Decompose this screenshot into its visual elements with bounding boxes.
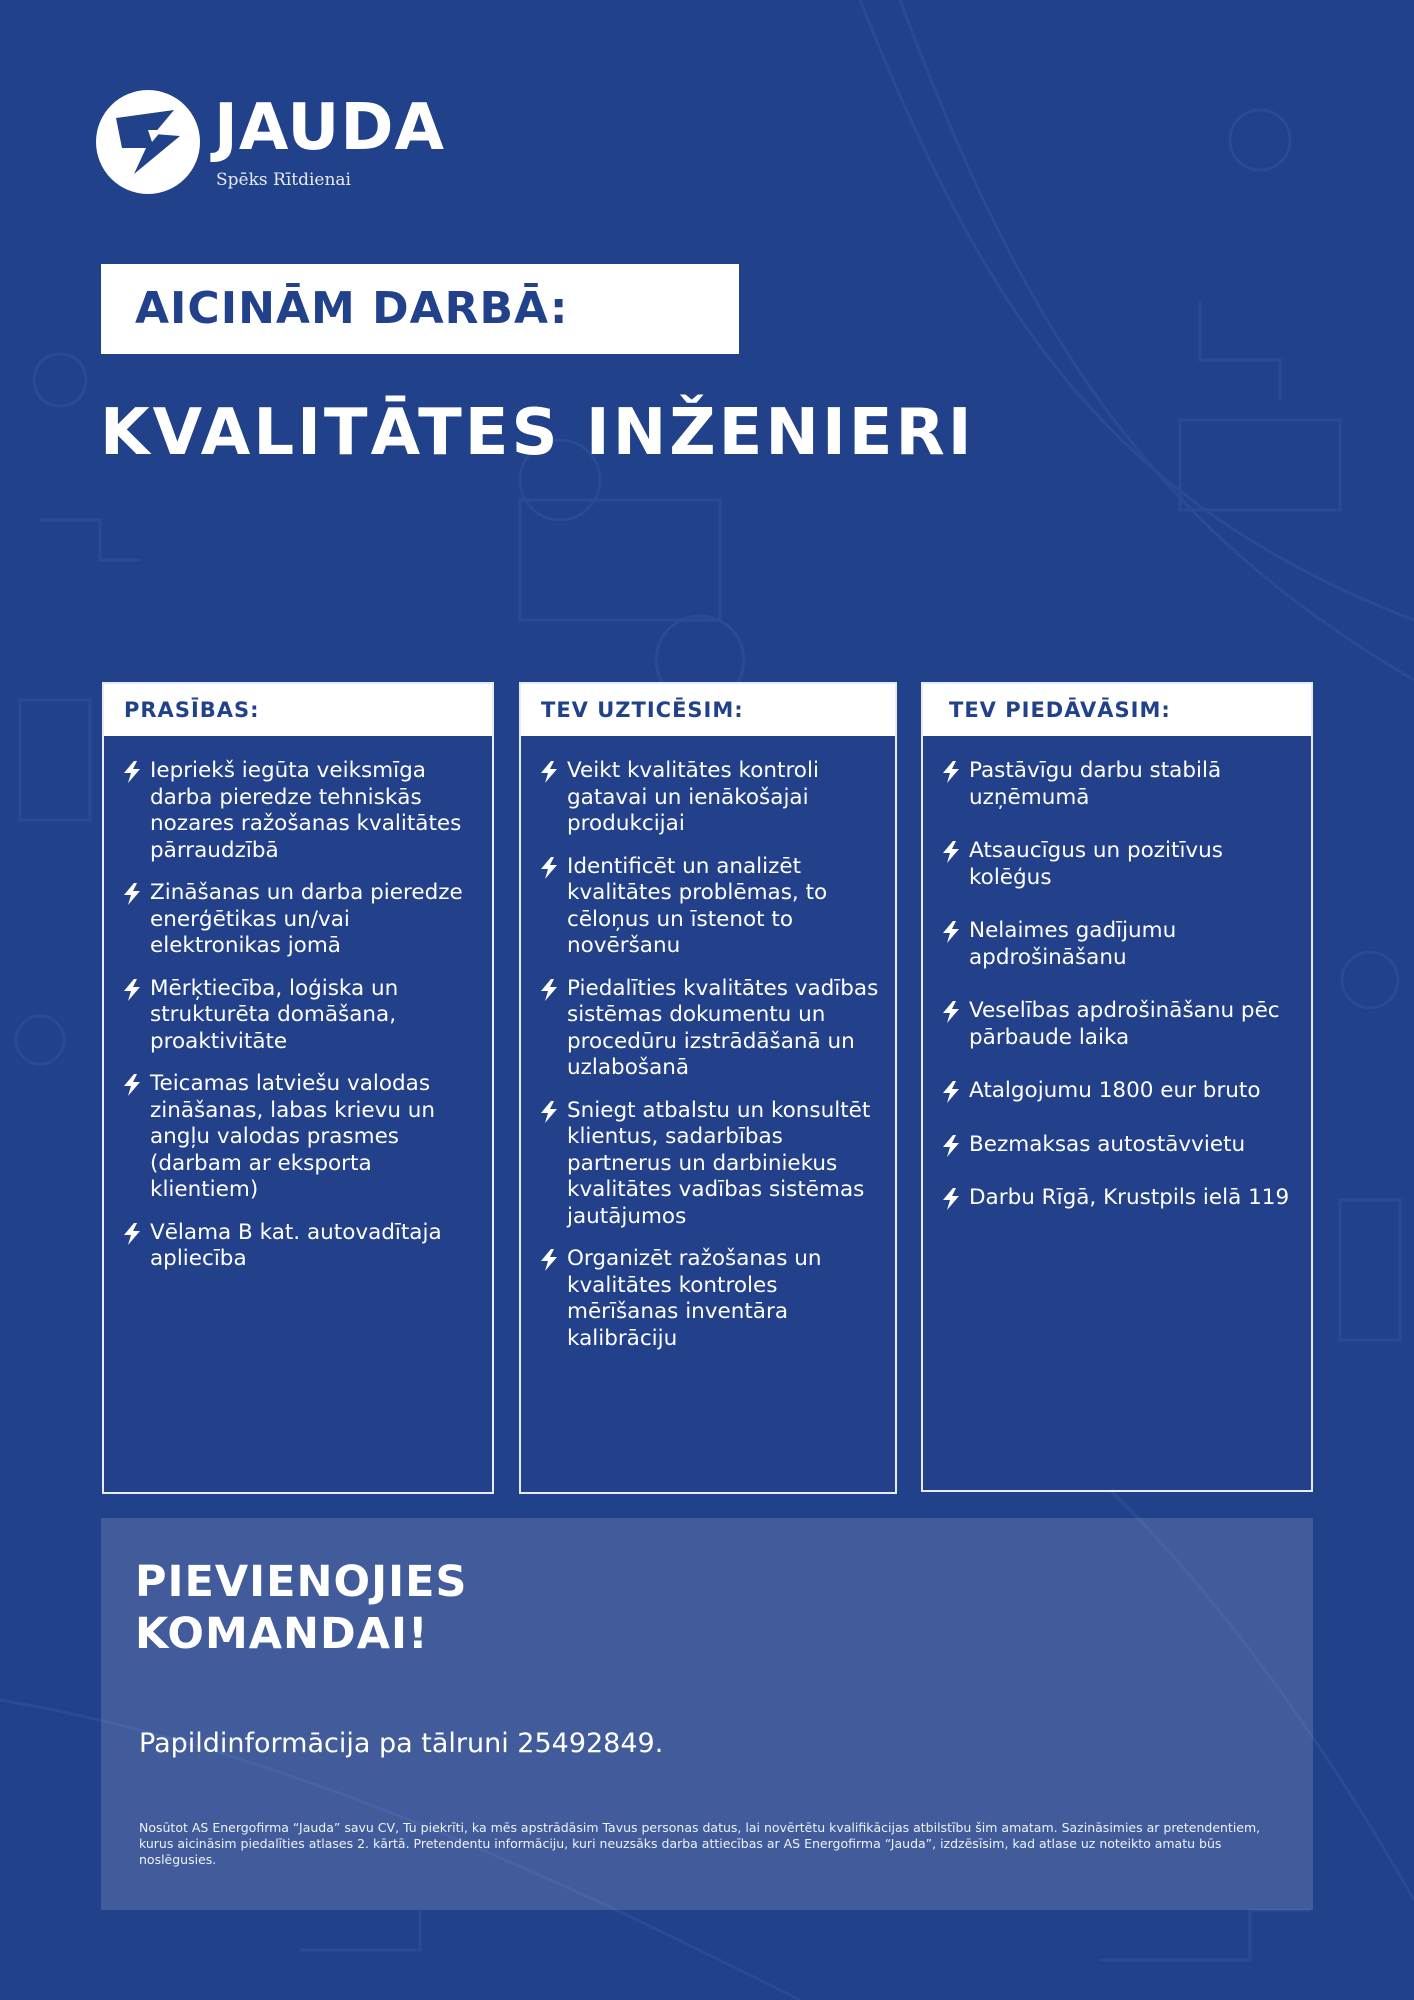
lightning-bolt-icon	[941, 921, 969, 943]
brand-tagline: Spēks Rītdienai	[216, 170, 351, 190]
invite-text: AICINĀM DARBĀ:	[135, 283, 569, 334]
benefit-text: Bezmaksas autostāvvietu	[969, 1131, 1246, 1157]
list-item	[539, 976, 881, 1082]
lightning-bolt-icon	[941, 841, 969, 863]
responsibility-text: Sniegt atbalstu un konsultēt klientus, sadarbības partnerus un darbiniekus kvalitātes vadības sistēmas jautājumos	[567, 1097, 871, 1229]
list-item	[122, 1220, 478, 1273]
list-item	[539, 1098, 881, 1231]
requirement-text: Teicamas latviešu valodas zināšanas, labas krievu un angļu valodas prasmes (darbam ar eksporta klientiem)	[150, 1071, 436, 1202]
benefit-text: Atalgojumu 1800 eur bruto	[969, 1078, 1261, 1103]
list-item	[941, 918, 1297, 971]
brand-name: JAUDA	[214, 91, 445, 165]
lightning-bolt-icon	[539, 857, 567, 879]
invite-banner	[101, 264, 739, 354]
requirements-column	[102, 682, 494, 1494]
list-item	[941, 1132, 1297, 1159]
requirement-text: Zināšanas un darba pieredze enerģētikas un/vai elektronikas jomā	[150, 880, 463, 958]
jauda-logo-icon	[96, 90, 200, 194]
lightning-bolt-icon	[539, 761, 567, 783]
benefit-text: Veselības apdrošināšanu pēc pārbaude laika	[969, 998, 1280, 1050]
brand-logo	[96, 90, 516, 200]
lightning-bolt-icon	[941, 1188, 969, 1210]
lightning-bolt-icon	[122, 1223, 150, 1245]
job-title: KVALITĀTES INŽENIERI	[100, 396, 975, 470]
requirement-text: Vēlama B kat. autovadītaja apliecība	[150, 1219, 442, 1271]
join-heading-line-1: PIEVIENOJIES	[135, 1557, 468, 1607]
responsibility-text: Identificēt un analizēt kvalitātes problēmas, to cēloņus un īstenot to novēršanu	[567, 853, 828, 958]
join-team-panel	[101, 1518, 1313, 1910]
join-heading-line-2: KOMANDAI!	[135, 1609, 429, 1659]
list-item	[941, 838, 1297, 891]
lightning-bolt-icon	[941, 761, 969, 783]
lightning-bolt-icon	[122, 761, 150, 783]
requirement-text: Mērķtiecība, loģiska un strukturēta domāšana, proaktivitāte	[150, 975, 399, 1054]
responsibility-text: Organizēt ražošanas un kvalitātes kontroles mērīšanas inventāra kalibrāciju	[567, 1246, 822, 1351]
benefits-column	[921, 682, 1313, 1492]
responsibilities-heading: TEV UZTICĒSIM:	[521, 684, 895, 736]
responsibility-text: Veikt kvalitātes kontroli gatavai un ienākošajai produkcijai	[567, 758, 819, 836]
benefit-text: Nelaimes gadījumu apdrošināšanu	[969, 918, 1177, 970]
lightning-bolt-icon	[122, 1074, 150, 1096]
lightning-bolt-icon	[122, 979, 150, 1001]
benefit-text: Pastāvīgu darbu stabilā uzņēmumā	[969, 758, 1222, 810]
lightning-bolt-icon	[539, 1101, 567, 1123]
requirements-list	[104, 736, 492, 1273]
benefits-list	[923, 736, 1311, 1212]
privacy-notice: Nosūtot AS Energofirma “Jauda” savu CV, Tu piekrīti, ka mēs apstrādāsim Tavus personas datus, lai novērtētu kvalifikācijas atbilstību šim amatam. Sazināsimies ar pretendentiem, kurus aicināsim piedalīties atlases 2. kārtā. Pretendentu informāciju, kuri neuzsāks darba attiecības ar AS Energofirma “Jauda”, izdzēsīsim, kad atlase uz noteikto amatu būs noslēgusies.	[139, 1820, 1261, 1867]
list-item	[122, 976, 478, 1056]
lightning-bolt-icon	[941, 1135, 969, 1157]
list-item	[539, 854, 881, 960]
lightning-bolt-icon	[539, 1249, 567, 1271]
list-item	[941, 1185, 1297, 1212]
contact-phone-text: Papildinformācija pa tālruni 25492849.	[139, 1728, 664, 1759]
list-item	[941, 1078, 1297, 1105]
benefit-text: Atsaucīgus un pozitīvus kolēģus	[969, 838, 1223, 890]
list-item	[122, 880, 478, 960]
list-item	[539, 1246, 881, 1352]
lightning-bolt-icon	[941, 1081, 969, 1103]
lightning-bolt-icon	[941, 1001, 969, 1023]
requirement-text: Iepriekš iegūta veiksmīga darba pieredze tehniskās nozares ražošanas kvalitātes pārraudzībā	[150, 758, 462, 863]
lightning-bolt-icon	[122, 883, 150, 905]
benefits-heading: TEV PIEDĀVĀSIM:	[923, 684, 1311, 736]
benefit-text: Darbu Rīgā, Krustpils ielā 119	[969, 1185, 1290, 1210]
responsibilities-column	[519, 682, 897, 1494]
join-heading	[135, 1556, 735, 1660]
list-item	[941, 998, 1297, 1051]
responsibilities-list	[521, 736, 895, 1352]
responsibility-text: Piedalīties kvalitātes vadības sistēmas dokumentu un procedūru izstrādāšanā un uzlabošanā	[567, 975, 879, 1080]
list-item	[122, 758, 478, 864]
list-item	[122, 1071, 478, 1204]
requirements-heading: PRASĪBAS:	[104, 684, 492, 736]
lightning-bolt-icon	[539, 979, 567, 1001]
list-item	[941, 758, 1297, 811]
list-item	[539, 758, 881, 838]
